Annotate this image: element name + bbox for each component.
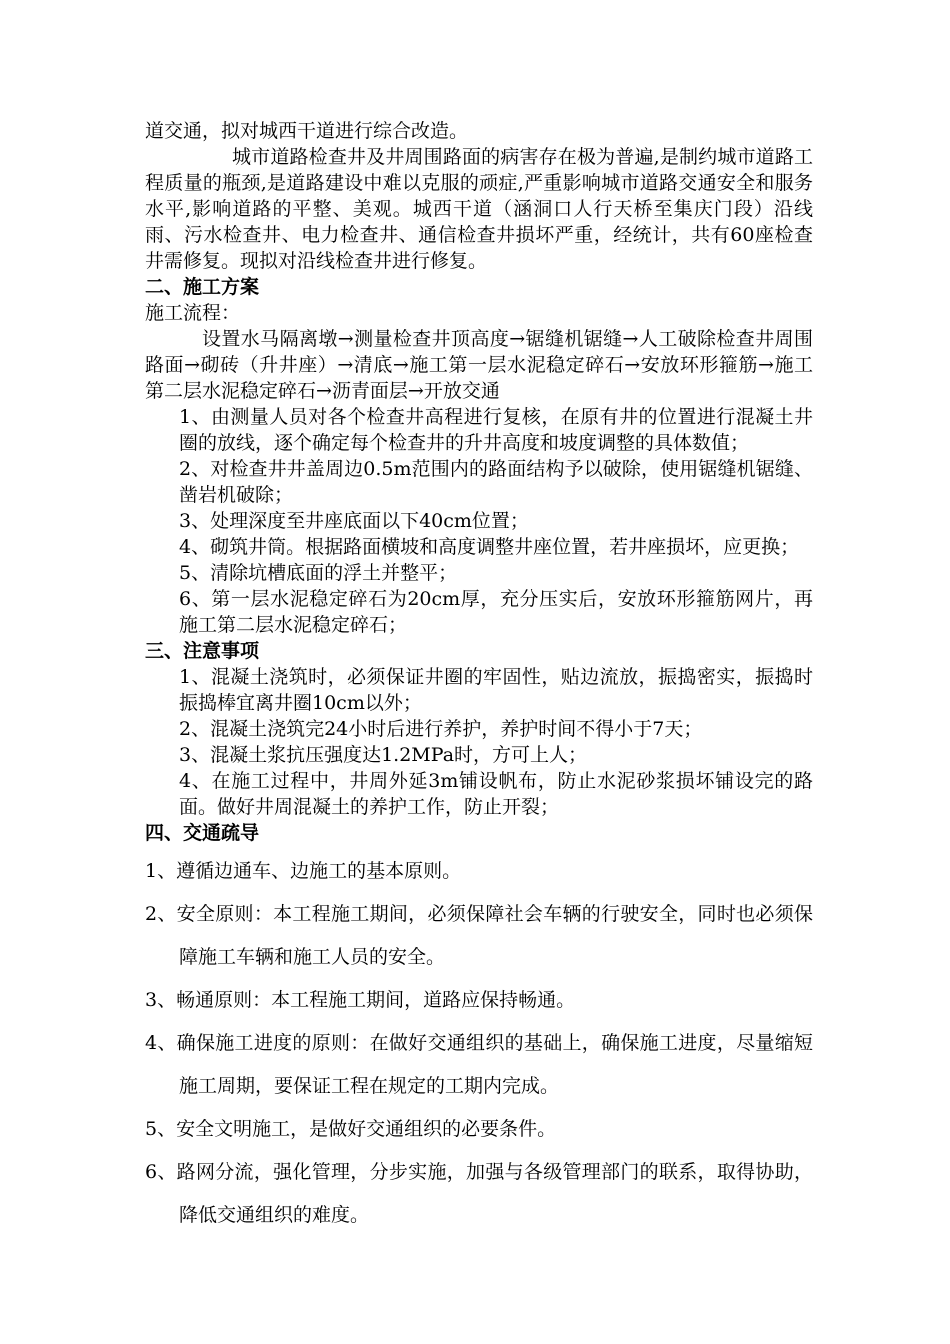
traffic-item: 2、安全原则：本工程施工期间，必须保障社会车辆的行驶安全，同时也必须保障施工车辆和施工人员的安全。 (145, 903, 813, 968)
construction-step: 6、第一层水泥稳定碎石为20cm厚，充分压实后，安放环形箍筋网片，再施工第二层水泥稳定碎石； (179, 588, 813, 636)
precautions-list (145, 664, 813, 820)
construction-flow: 设置水马隔离墩→测量检查井顶高度→锯缝机锯缝→人工破除检查井周围路面→砌砖（升井座）→清底→施工第一层水泥稳定碎石→安放环形箍筋→施工第二层水泥稳定碎石→沥青面层→开放交通 (145, 328, 813, 402)
intro-paragraph: 城市道路检查井及井周围路面的病害存在极为普遍,是制约城市道路工程质量的瓶颈,是道路建设中难以克服的顽症,严重影响城市道路交通安全和服务水平,影响道路的平整、美观。城西干道（涵洞口人行天桥至集庆门段）沿线雨、污水检查井、电力检查井、通信检查井损坏严重，经统计，共有60座检查井需修复。现拟对沿线检查井进行修复。 (145, 146, 813, 272)
section-2-heading: 二、施工方案 (145, 276, 260, 298)
traffic-item: 4、确保施工进度的原则：在做好交通组织的基础上，确保施工进度，尽量缩短施工周期，要保证工程在规定的工期内完成。 (145, 1032, 813, 1097)
precaution-item: 4、在施工过程中，井周外延3m铺设帆布，防止水泥砂浆损坏铺设完的路面。做好井周混凝土的养护工作，防止开裂； (179, 770, 813, 818)
construction-step: 5、清除坑槽底面的浮土并整平； (179, 562, 458, 584)
precaution-item: 3、混凝土浆抗压强度达1.2MPa时，方可上人； (179, 744, 588, 766)
document-body (145, 118, 813, 1237)
traffic-guidance-list (145, 850, 813, 1237)
traffic-item: 5、安全文明施工，是做好交通组织的必要条件。 (145, 1118, 557, 1140)
section-3-heading: 三、注意事项 (145, 640, 260, 662)
precaution-item: 2、混凝土浇筑完24小时后进行养护，养护时间不得小于7天； (179, 718, 703, 740)
flow-label: 施工流程： (145, 302, 241, 324)
construction-step: 1、由测量人员对各个检查井高程进行复核，在原有井的位置进行混凝土井圈的放线，逐个确定每个检查井的升井高度和坡度调整的具体数值； (179, 406, 813, 454)
construction-step: 2、对检查井井盖周边0.5m范围内的路面结构予以破除，使用锯缝机锯缝、凿岩机破除； (179, 458, 813, 506)
intro-line: 道交通，拟对城西干道进行综合改造。 (145, 120, 469, 142)
section-4-heading: 四、交通疏导 (145, 822, 260, 844)
traffic-item: 6、路网分流，强化管理，分步实施，加强与各级管理部门的联系，取得协助，降低交通组织的难度。 (145, 1161, 813, 1226)
construction-steps (145, 404, 813, 638)
traffic-item: 1、遵循边通车、边施工的基本原则。 (145, 860, 462, 882)
precaution-item: 1、混凝土浇筑时，必须保证井圈的牢固性，贴边流放，振捣密实，振捣时振捣棒宜离井圈10cm以外； (179, 666, 813, 714)
construction-step: 3、处理深度至井座底面以下40cm位置； (179, 510, 529, 532)
traffic-item: 3、畅通原则：本工程施工期间，道路应保持畅通。 (145, 989, 576, 1011)
construction-step: 4、砌筑井筒。根据路面横坡和高度调整井座位置，若井座损坏，应更换； (179, 536, 800, 558)
